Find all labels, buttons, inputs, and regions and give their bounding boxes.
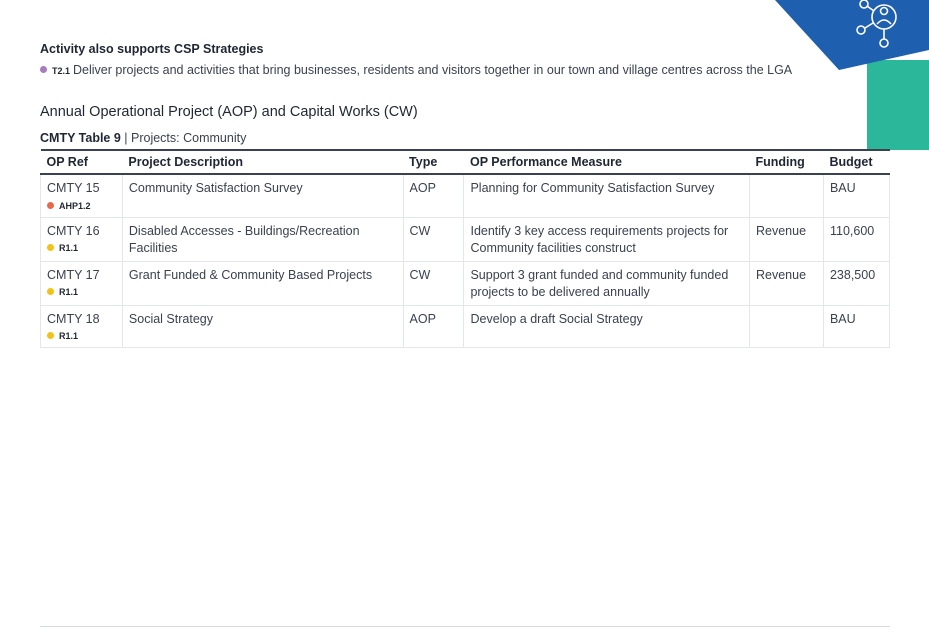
cell-description: Social Strategy bbox=[122, 305, 403, 348]
code-text: AHP1.2 bbox=[59, 200, 91, 211]
strategy-code-badge bbox=[47, 198, 116, 214]
cell-op-ref bbox=[41, 261, 123, 305]
aop-heading: Annual Operational Project (AOP) and Capital Works (CW) bbox=[40, 104, 418, 120]
code-dot-icon bbox=[47, 288, 54, 295]
header-funding: Funding bbox=[750, 150, 824, 174]
corner-decoration bbox=[769, 0, 929, 160]
cell-funding bbox=[750, 174, 824, 217]
table-header-row bbox=[41, 150, 890, 174]
header-op-ref: OP Ref bbox=[41, 150, 123, 174]
corner-blue-shape bbox=[775, 0, 929, 70]
header-type: Type bbox=[403, 150, 464, 174]
footer-divider bbox=[40, 626, 890, 627]
cell-measure: Identify 3 key access requirements projects for Community facilities construct bbox=[464, 217, 750, 261]
cell-funding: Revenue bbox=[750, 217, 824, 261]
code-text: R1.1 bbox=[59, 243, 79, 253]
op-ref: CMTY 16 bbox=[47, 223, 100, 238]
table-caption-rest: | Projects: Community bbox=[120, 131, 247, 145]
cell-measure: Planning for Community Satisfaction Survey bbox=[464, 174, 750, 217]
strategy-code-badge bbox=[47, 284, 116, 300]
cell-description: Grant Funded & Community Based Projects bbox=[122, 261, 403, 305]
code-dot-icon bbox=[47, 202, 54, 209]
cell-type: AOP bbox=[403, 305, 464, 348]
table-row bbox=[41, 305, 890, 348]
cell-type: AOP bbox=[403, 174, 464, 217]
op-ref: CMTY 18 bbox=[47, 311, 100, 326]
cell-budget: 110,600 bbox=[823, 217, 889, 261]
table-caption bbox=[40, 131, 246, 145]
projects-table bbox=[40, 149, 890, 348]
code-text: R1.1 bbox=[59, 331, 79, 341]
corner-teal-shape bbox=[867, 60, 929, 150]
strategy-code-badge bbox=[47, 328, 116, 344]
cell-op-ref bbox=[41, 217, 123, 261]
cell-budget: BAU bbox=[823, 305, 889, 348]
table-row bbox=[41, 217, 890, 261]
strategy-code: T2.1 bbox=[52, 66, 71, 76]
cell-type: CW bbox=[403, 217, 464, 261]
table-row bbox=[41, 261, 890, 305]
cell-description: Disabled Accesses - Buildings/Recreation Facilities bbox=[122, 217, 403, 261]
header-project-description: Project Description bbox=[122, 150, 403, 174]
table-caption-bold: CMTY Table 9 bbox=[40, 131, 121, 145]
table-row bbox=[41, 174, 890, 217]
op-ref: CMTY 15 bbox=[47, 181, 100, 195]
strategy-code-badge bbox=[47, 240, 116, 256]
strategy-text: Deliver projects and activities that bring businesses, residents and visitors together in our town and village centres across the LGA bbox=[73, 63, 793, 77]
cell-budget: 238,500 bbox=[823, 261, 889, 305]
cell-funding: Revenue bbox=[750, 261, 824, 305]
cell-type: CW bbox=[403, 261, 464, 305]
csp-heading: Activity also supports CSP Strategies bbox=[40, 42, 264, 56]
code-dot-icon bbox=[47, 244, 54, 251]
code-dot-icon bbox=[47, 332, 54, 339]
csp-strategy-item bbox=[40, 63, 792, 77]
header-op-performance-measure: OP Performance Measure bbox=[464, 150, 750, 174]
code-text: R1.1 bbox=[59, 287, 79, 297]
cell-funding bbox=[750, 305, 824, 348]
cell-op-ref bbox=[41, 174, 123, 217]
cell-op-ref bbox=[41, 305, 123, 348]
op-ref: CMTY 17 bbox=[47, 267, 100, 282]
header-budget: Budget bbox=[823, 150, 889, 174]
cell-description: Community Satisfaction Survey bbox=[122, 174, 403, 217]
cell-measure: Develop a draft Social Strategy bbox=[464, 305, 750, 348]
cell-measure: Support 3 grant funded and community funded projects to be delivered annually bbox=[464, 261, 750, 305]
strategy-dot-icon bbox=[40, 66, 47, 73]
cell-budget: BAU bbox=[823, 174, 889, 217]
